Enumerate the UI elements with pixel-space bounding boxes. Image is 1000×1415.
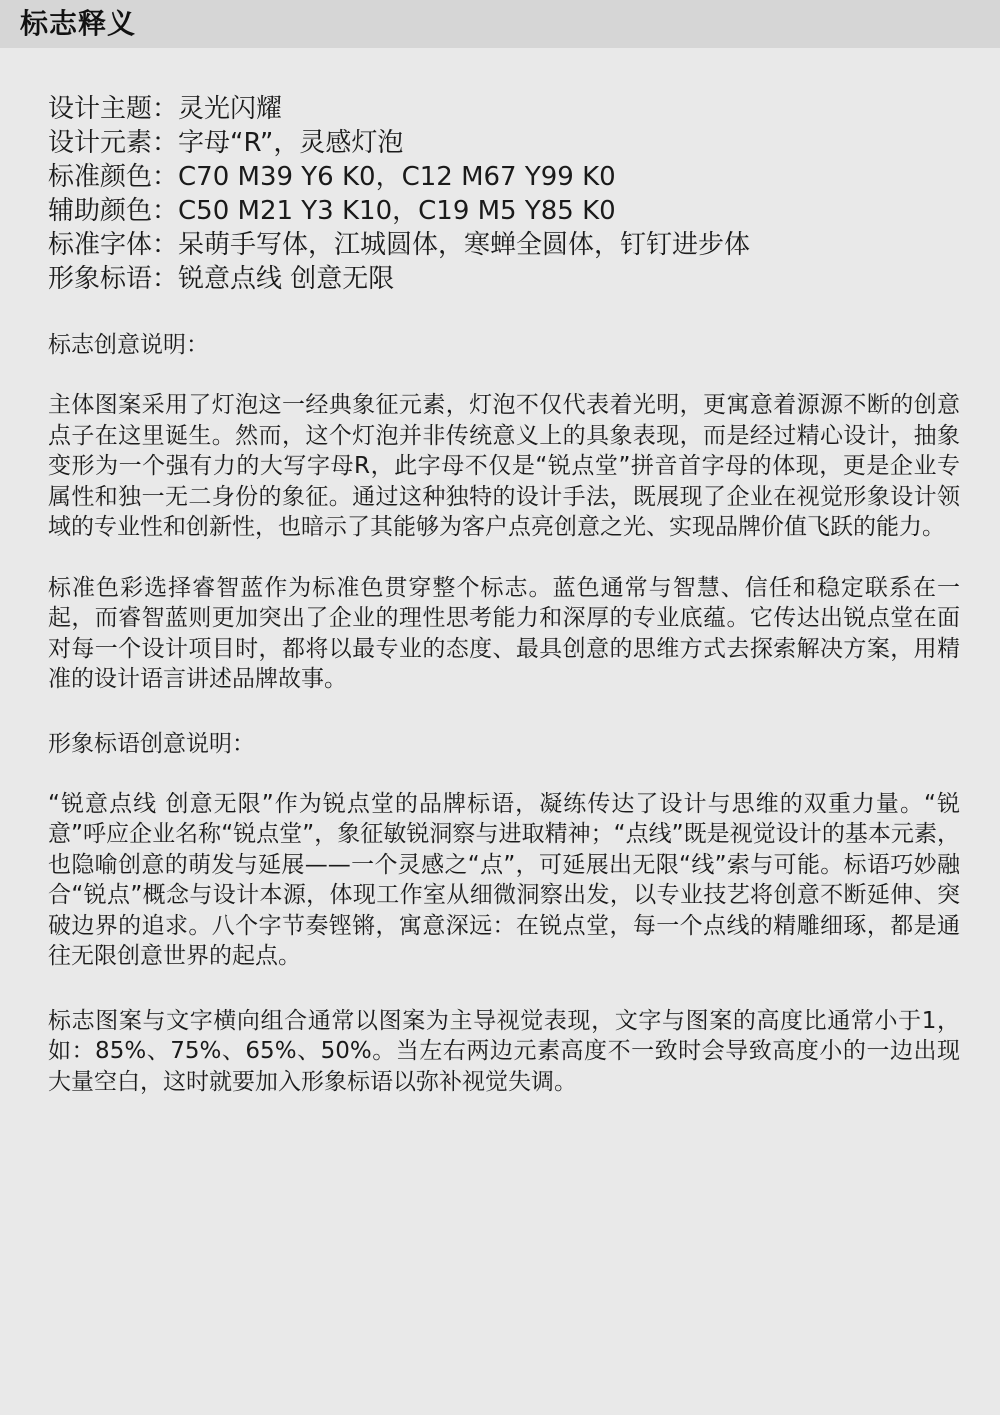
header-bar — [0, 0, 1000, 48]
spec-row-standard-colors — [48, 160, 960, 194]
spec-label: 设计元素： — [48, 128, 179, 158]
spec-row-slogan — [48, 262, 960, 296]
logo-paragraph-color: 标准色彩选择睿智蓝作为标准色贯穿整个标志。蓝色通常与智慧、信任和稳定联系在一起，而睿智蓝则更加突出了企业的理性思考能力和深厚的专业底蕴。它传达出锐点堂在面对每一个设计项目时，都将以最专业的态度、最具创意的思维方式去探索解决方案，用精准的设计语言讲述品牌故事。 — [48, 574, 960, 692]
document-body — [48, 92, 960, 1097]
slogan-paragraph-combination: 标志图案与文字横向组合通常以图案为主导视觉表现，文字与图案的高度比通常小于1，如：85%、75%、65%、50%。当左右两边元素高度不一致时会导致高度小的一边出现大量空白，这时就要加入形象标语以弥补视觉失调。 — [48, 1007, 960, 1095]
spec-value: 呆萌手写体，江城圆体，寒蝉全圆体，钉钉进步体 — [178, 230, 751, 260]
logo-section-heading: 标志创意说明： — [48, 332, 209, 358]
spec-label: 辅助颜色： — [48, 196, 179, 226]
spec-value: 灵光闪耀 — [178, 94, 283, 124]
spec-value: C70 M39 Y6 K0，C12 M67 Y99 K0 — [178, 162, 616, 192]
spec-label: 标准颜色： — [48, 162, 179, 192]
spec-list — [48, 92, 960, 296]
slogan-paragraph-meaning: “锐意点线 创意无限”作为锐点堂的品牌标语，凝练传达了设计与思维的双重力量。“锐意”呼应企业名称“锐点堂”，象征敏锐洞察与进取精神；“点线”既是视觉设计的基本元素，也隐喻创意的萌发与延展——一个灵感之“点”，可延展出无限“线”索与可能。标语巧妙融合“锐点”概念与设计本源，体现工作室从细微洞察出发，以专业技艺将创意不断延伸、突破边界的追求。八个字节奏铿锵，寓意深远：在锐点堂，每一个点线的精雕细琢，都是通往无限创意世界的起点。 — [48, 790, 960, 969]
spec-value: 字母“R”，灵感灯泡 — [178, 128, 404, 158]
spec-value: 锐意点线 创意无限 — [178, 264, 395, 294]
spec-label: 设计主题： — [48, 94, 179, 124]
spec-value: C50 M21 Y3 K10，C19 M5 Y85 K0 — [178, 196, 616, 226]
spec-label: 形象标语： — [48, 264, 179, 294]
spec-label: 标准字体： — [48, 230, 179, 260]
spec-row-design-theme — [48, 92, 960, 126]
spec-row-standard-fonts — [48, 228, 960, 262]
logo-paragraph-pattern: 主体图案采用了灯泡这一经典象征元素，灯泡不仅代表着光明，更寓意着源源不断的创意点子在这里诞生。然而，这个灯泡并非传统意义上的具象表现，而是经过精心设计，抽象变形为一个强有力的大写字母R，此字母不仅是“锐点堂”拼音首字母的体现，更是企业专属性和独一无二身份的象征。通过这种独特的设计手法，既展现了企业在视觉形象设计领域的专业性和创新性，也暗示了其能够为客户点亮创意之光、实现品牌价值飞跃的能力。 — [48, 392, 960, 540]
slogan-section-heading: 形象标语创意说明： — [48, 730, 255, 757]
spec-row-design-elements — [48, 126, 960, 160]
spec-row-auxiliary-colors — [48, 194, 960, 228]
page-title: 标志释义 — [20, 7, 137, 40]
